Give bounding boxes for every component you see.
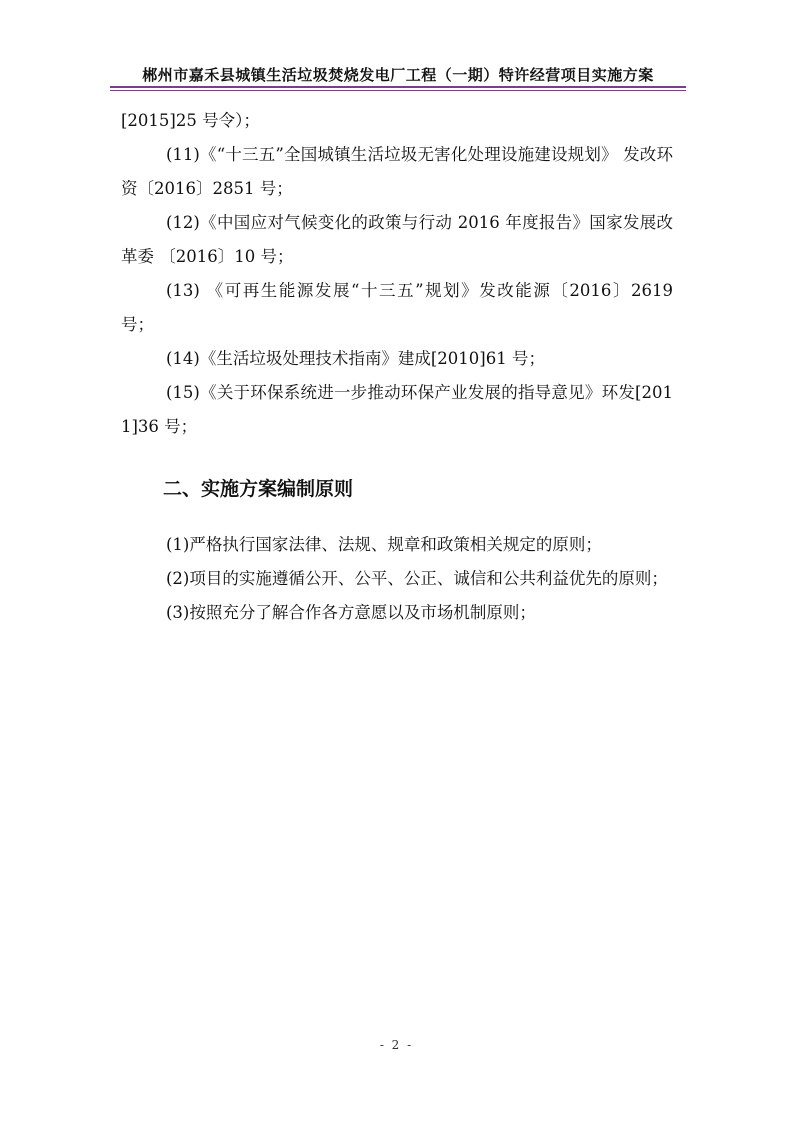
section-heading: 二、实施方案编制原则 <box>163 478 354 500</box>
page-header-title: 郴州市嘉禾县城镇生活垃圾焚烧发电厂工程（一期）特许经营项目实施方案 <box>142 66 654 84</box>
list-item-12: (12)《中国应对气候变化的政策与行动 2016 年度报告》国家发展改革委 〔2016〕10 号； <box>121 213 673 266</box>
list-item-11: (11)《“十三五”全国城镇生活垃圾无害化处理设施建设规划》 发改环资〔2016〕2851 号； <box>121 145 673 198</box>
principle-item-2: (2)项目的实施遵循公开、公平、公正、诚信和公共利益优先的原则； <box>166 569 668 588</box>
page-number: - 2 - <box>379 1038 414 1052</box>
principle-item-1: (1)严格执行国家法律、法规、规章和政策相关规定的原则； <box>166 535 602 554</box>
principle-item-3: (3)按照充分了解合作各方意愿以及市场机制原则； <box>166 603 536 622</box>
list-item-15: (15)《关于环保系统进一步推动环保产业发展的指导意见》环发[2011]36 号； <box>121 383 673 436</box>
header-rule-thin <box>110 90 686 91</box>
paragraph-continuation: [2015]25 号令）； <box>121 111 260 130</box>
document-body <box>121 104 673 630</box>
list-item-14: (14)《生活垃圾处理技术指南》建成[2010]61 号； <box>166 349 545 368</box>
list-item-13: (13) 《可再生能源发展“十三五”规划》发改能源〔2016〕2619 号； <box>121 281 673 334</box>
header-rule-thick <box>110 86 686 88</box>
